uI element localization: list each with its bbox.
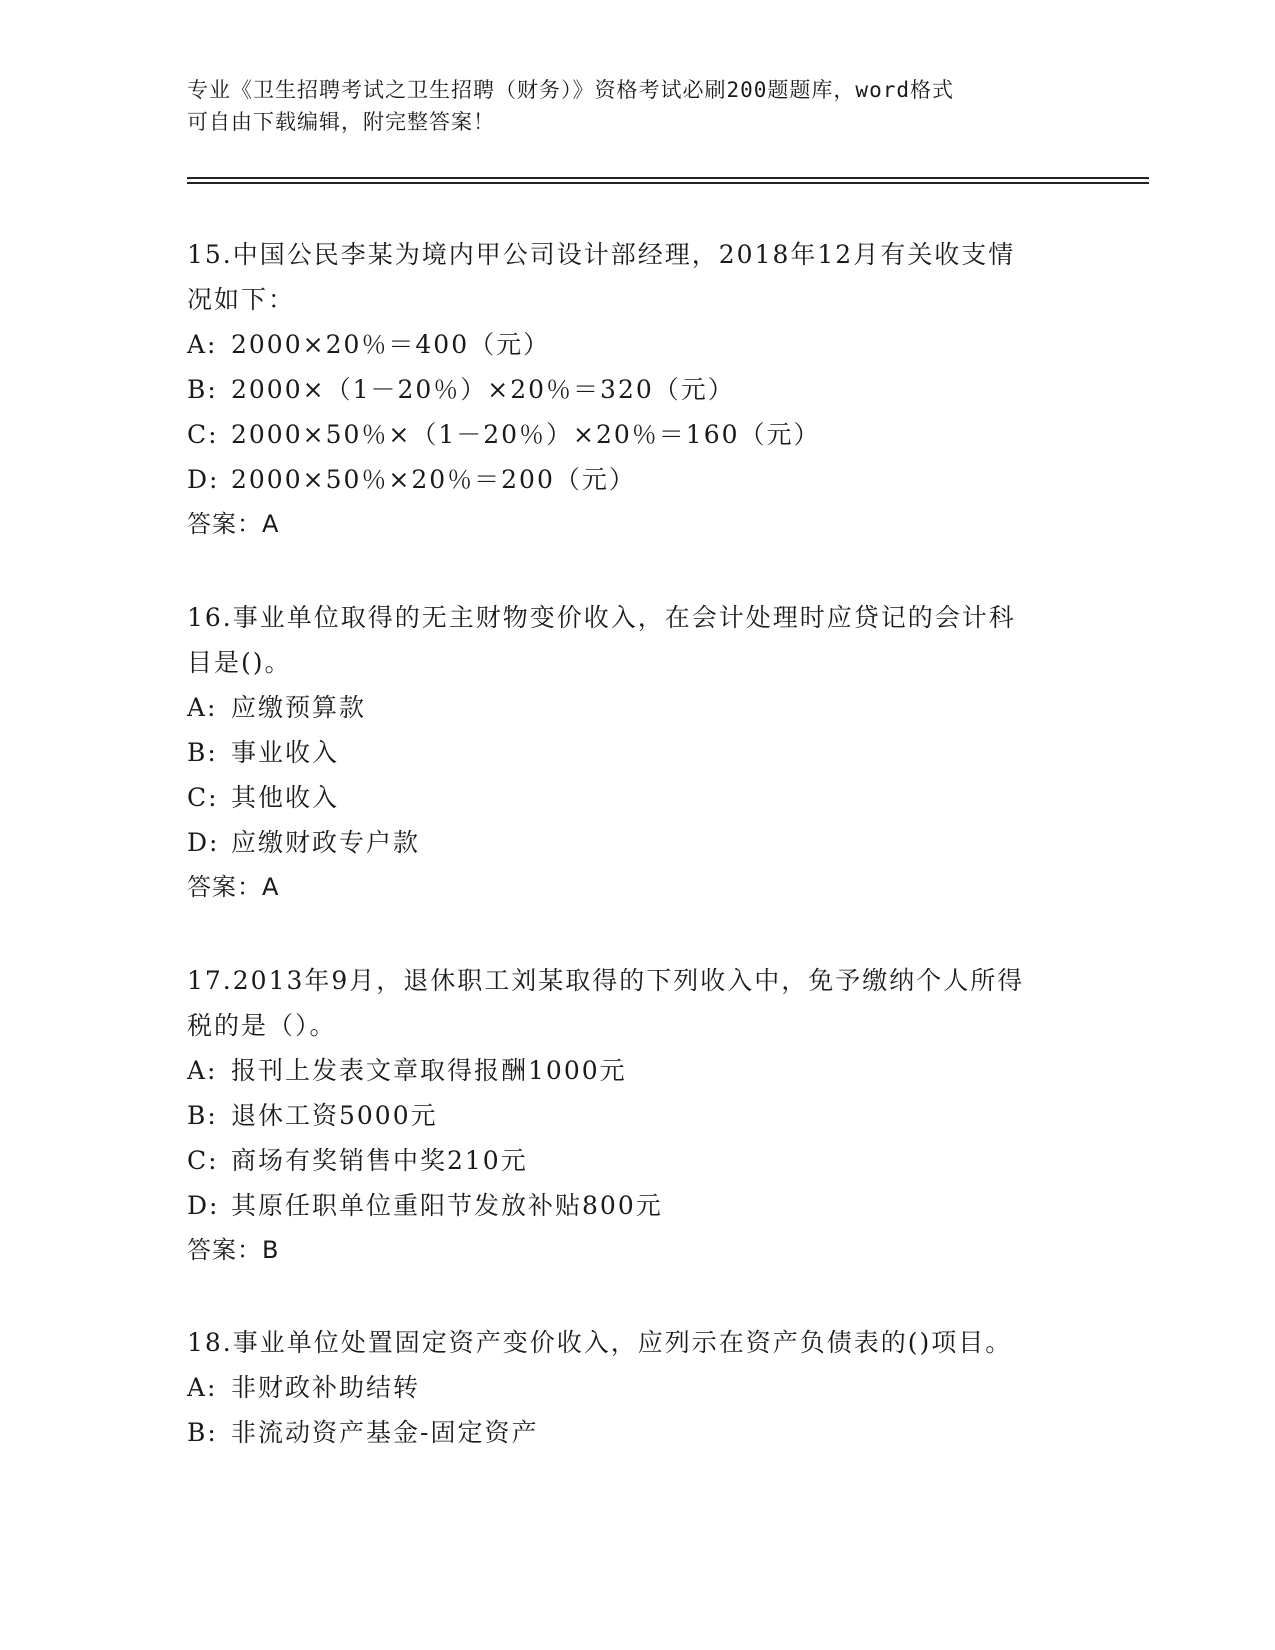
- option-text: 2000×（1－20％）×20％＝320（元）: [231, 375, 735, 404]
- option-letter: A:: [187, 330, 218, 359]
- option-text: 事业收入: [231, 738, 340, 767]
- option-letter: C:: [187, 783, 219, 812]
- option-letter: B:: [187, 1418, 218, 1447]
- question-16: [187, 595, 1087, 910]
- option-text: 其原任职单位重阳节发放补贴800元: [231, 1191, 663, 1220]
- option-text: 非流动资产基金-固定资产: [231, 1418, 539, 1447]
- option-d: [187, 1183, 1087, 1228]
- option-c: [187, 412, 1087, 457]
- option-b: [187, 1093, 1087, 1138]
- question-stem: 18.事业单位处置固定资产变价收入，应列示在资产负债表的()项目。: [187, 1328, 1013, 1357]
- option-text: 其他收入: [231, 783, 340, 812]
- question-stem: 17.2013年9月，退休职工刘某取得的下列收入中，免予缴纳个人所得: [187, 966, 1025, 995]
- document-header: [187, 74, 1067, 138]
- option-a: [187, 1048, 1087, 1093]
- option-letter: A:: [187, 1373, 218, 1402]
- option-text: 退休工资5000元: [231, 1101, 438, 1130]
- option-text: 报刊上发表文章取得报酬1000元: [231, 1056, 627, 1085]
- question-15: [187, 232, 1087, 547]
- option-a: [187, 685, 1087, 730]
- option-a: [187, 322, 1087, 367]
- option-text: 2000×50％×20％＝200（元）: [231, 465, 636, 494]
- option-text: 应缴财政专户款: [231, 828, 421, 857]
- option-letter: A:: [187, 693, 218, 722]
- option-letter: B:: [187, 375, 218, 404]
- question-18: [187, 1320, 1087, 1455]
- option-b: [187, 367, 1087, 412]
- option-letter: A:: [187, 1056, 218, 1085]
- option-b: [187, 1410, 1087, 1455]
- option-letter: C:: [187, 420, 219, 449]
- option-text: 2000×20％＝400（元）: [231, 330, 551, 359]
- answer-line: 答案：A: [187, 510, 280, 538]
- question-stem-continued: 目是()。: [187, 648, 292, 677]
- option-letter: B:: [187, 1101, 218, 1130]
- option-text: 商场有奖销售中奖210元: [231, 1146, 528, 1175]
- option-letter: D:: [187, 1191, 220, 1220]
- question-stem-continued: 况如下：: [187, 285, 296, 314]
- option-a: [187, 1365, 1087, 1410]
- answer-line: 答案：A: [187, 873, 280, 901]
- question-17: [187, 958, 1087, 1273]
- question-stem: 16.事业单位取得的无主财物变价收入，在会计处理时应贷记的会计科: [187, 603, 1016, 632]
- question-stem-continued: 税的是（）。: [187, 1011, 337, 1040]
- option-letter: D:: [187, 828, 220, 857]
- option-text: 应缴预算款: [231, 693, 367, 722]
- option-text: 2000×50％×（1－20％）×20％＝160（元）: [231, 420, 821, 449]
- option-letter: C:: [187, 1146, 219, 1175]
- option-d: [187, 457, 1087, 502]
- header-divider-bottom: [187, 182, 1149, 184]
- option-d: [187, 820, 1087, 865]
- header-divider-top: [187, 177, 1149, 179]
- header-line-2: 可自由下载编辑，附完整答案！: [187, 110, 495, 134]
- option-b: [187, 730, 1087, 775]
- option-letter: D:: [187, 465, 220, 494]
- option-text: 非财政补助结转: [231, 1373, 421, 1402]
- option-c: [187, 775, 1087, 820]
- option-letter: B:: [187, 738, 218, 767]
- header-line-1: 专业《卫生招聘考试之卫生招聘（财务）》资格考试必刷200题题库，word格式: [187, 78, 954, 102]
- answer-line: 答案：B: [187, 1236, 280, 1264]
- question-stem: 15.中国公民李某为境内甲公司设计部经理，2018年12月有关收支情: [187, 240, 1016, 269]
- option-c: [187, 1138, 1087, 1183]
